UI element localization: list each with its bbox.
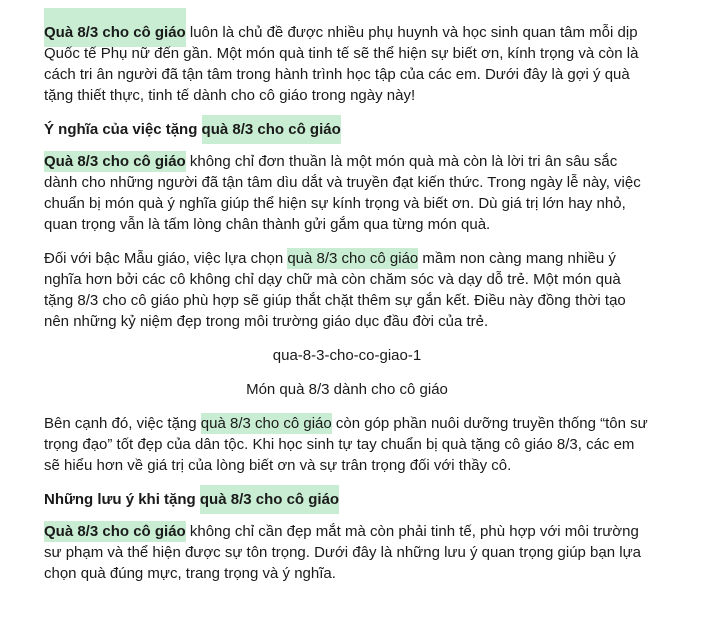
keyword-highlight: Quà 8/3 cho cô giáo [44,8,186,47]
section-heading-notes [44,489,650,510]
heading-text: Những lưu ý khi tặng [44,491,200,508]
tradition-paragraph [44,413,650,476]
keyword-link[interactable]: quà 8/3 cho cô giáo [200,415,332,432]
kindergarten-paragraph [44,248,650,332]
keyword-link[interactable]: quà 8/3 cho cô giáo [287,250,419,267]
heading-text: Ý nghĩa của việc tặng [44,121,202,138]
paragraph-text: không chỉ cần đẹp mắt mà còn phải tinh tế, phù hợp với môi trường sư phạm và thể hiện được sự tôn trọng. Dưới đây là những lưu ý quan trọng giúp bạn lựa chọn quà đúng mực, trang trọng và ý nghĩa. [44,523,641,582]
notes-paragraph [44,521,650,584]
keyword-highlight: Quà 8/3 cho cô giáo [44,523,186,540]
image-caption: Món quà 8/3 dành cho cô giáo [246,381,448,398]
keyword-highlight: quà 8/3 cho cô giáo [200,485,339,514]
keyword-highlight: quà 8/3 cho cô giáo [202,115,341,144]
paragraph-text: luôn là chủ đề được nhiều phụ huynh và học sinh quan tâm mỗi dịp Quốc tế Phụ nữ đến gần. Một món quà tinh tế sẽ thể hiện sự biết ơn, kính trọng và còn là cách tri ân người đã tận tâm trong hành trình học tập của các em. Dưới đây là gợi ý quà tặng thiết thực, tinh tế dành cho cô giáo trong ngày này! [44,24,639,104]
keyword-highlight: Quà 8/3 cho cô giáo [44,153,186,170]
article-body [44,22,650,597]
paragraph-text: không chỉ đơn thuần là một món quà mà còn là lời tri ân sâu sắc dành cho những người đã tận tâm dìu dắt và truyền đạt kiến thức. Trong ngày lễ này, việc chuẩn bị món quà ý nghĩa giúp thể hiện sự kính trọng và biết ơn. Dù giá trị lớn hay nhỏ, quan trọng vẫn là tấm lòng chân thành gửi gắm qua từng món quà. [44,153,641,233]
paragraph-text: còn góp phần nuôi dưỡng truyền thống “tôn sư trọng đạo” tốt đẹp của dân tộc. Khi học sinh tự tay chuẩn bị quà tặng cô giáo 8/3, các em sẽ hiểu hơn về giá trị của lòng biết ơn và sự trân trọng đối với thầy cô. [44,415,648,474]
meaning-paragraph [44,151,650,235]
intro-paragraph [44,22,650,106]
section-heading-meaning [44,119,650,140]
image-alt-text: qua-8-3-cho-co-giao-1 [272,347,422,364]
paragraph-text: Bên cạnh đó, việc tặng [44,415,201,432]
paragraph-text: mầm non càng mang nhiều ý nghĩa hơn bởi các cô không chỉ dạy chữ mà còn chăm sóc và dạy dỗ trẻ. Một món quà tặng 8/3 cho cô giáo phù hợp sẽ giúp thắt chặt thêm sự gắn kết. Điều này đồng thời tạo nên những kỷ niệm đẹp trong môi trường giáo dục đầu đời của trẻ. [44,250,626,330]
paragraph-text: Đối với bậc Mẫu giáo, việc lựa chọn [44,250,288,267]
